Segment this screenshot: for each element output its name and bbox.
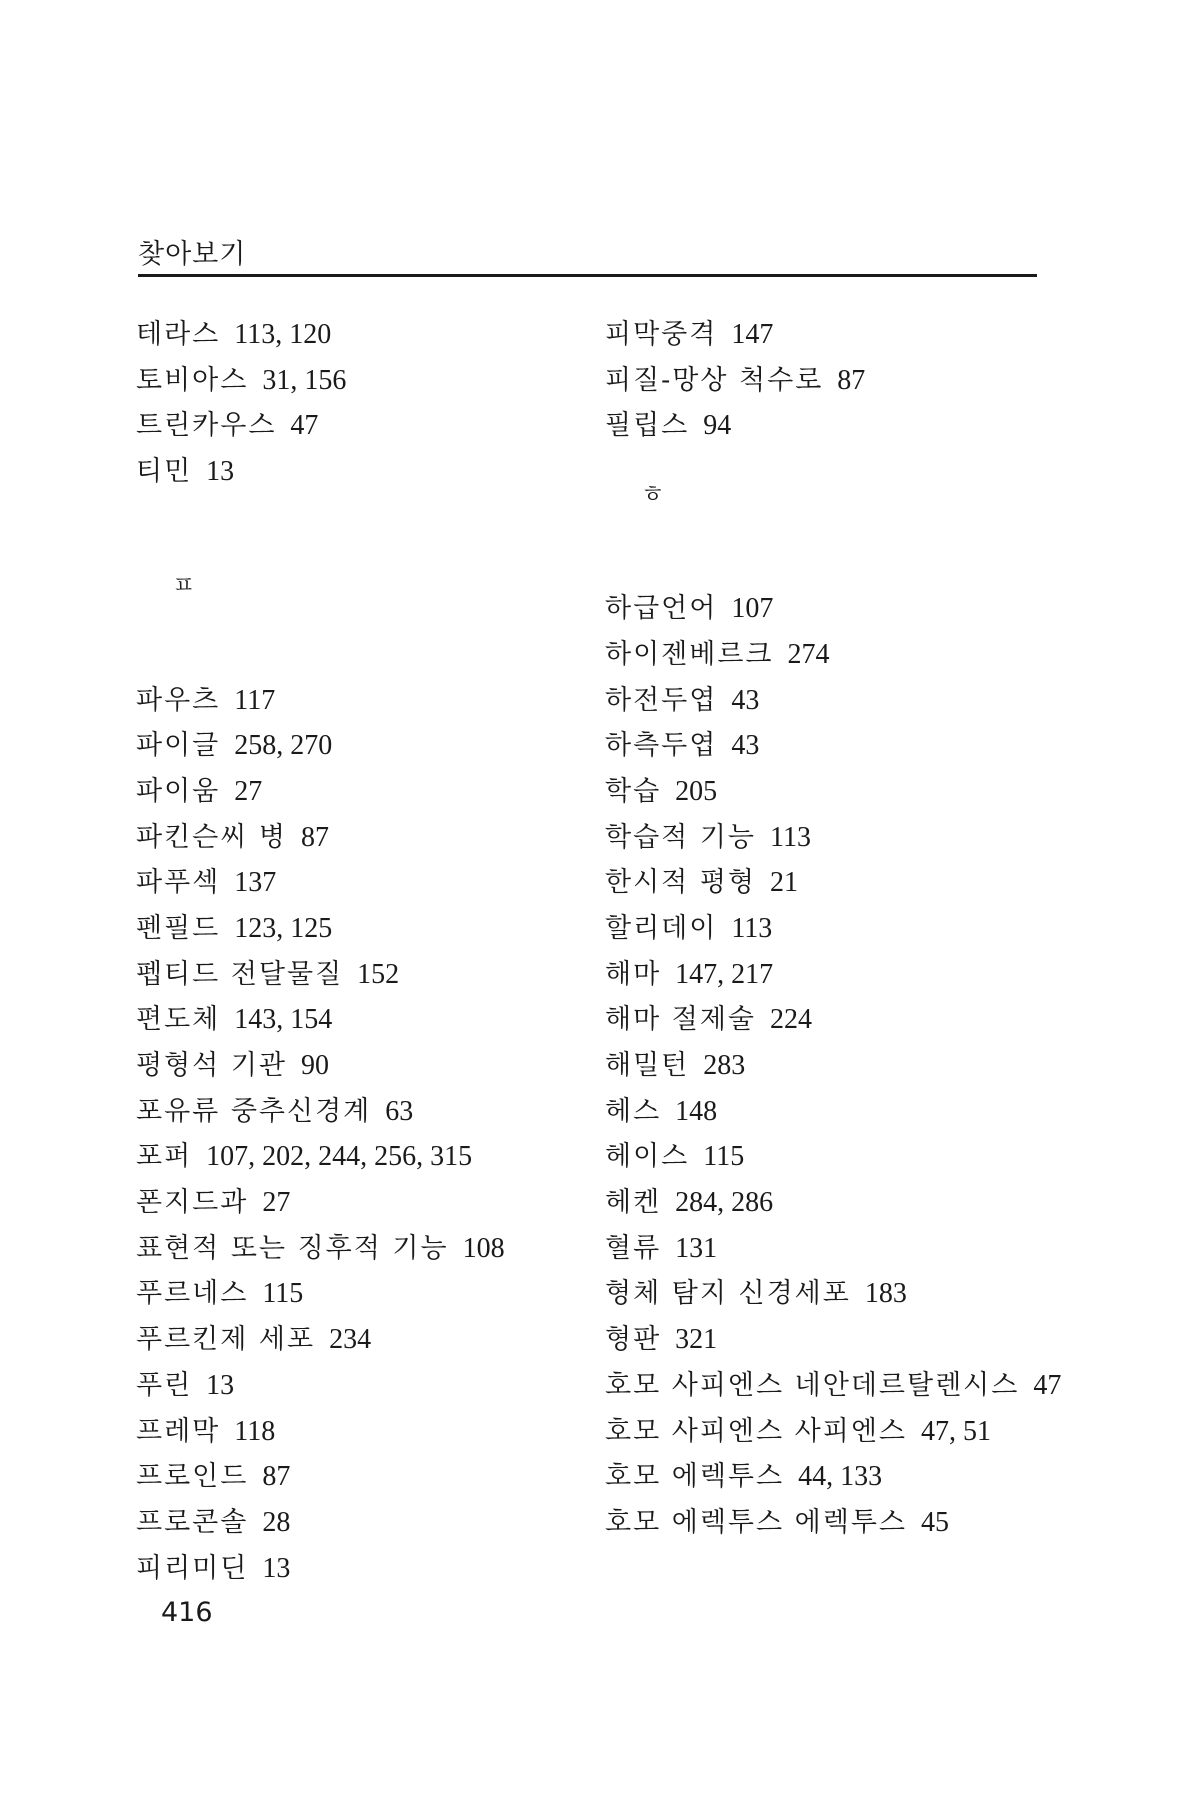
index-entry (136, 1134, 596, 1180)
index-pages: 152 (357, 958, 400, 990)
index-term: 프로인드 (136, 1461, 249, 1493)
header-rule (138, 274, 1037, 277)
index-entry (605, 1271, 1085, 1317)
index-pages: 31, 156 (262, 364, 347, 396)
index-pages: 107, 202, 244, 256, 315 (206, 1141, 473, 1173)
index-term: 포퍼 (136, 1141, 193, 1173)
index-term: 티민 (136, 456, 193, 488)
index-pages: 283 (703, 1050, 746, 1082)
index-term: 펩티드 전달물질 (136, 958, 344, 990)
index-pages: 43 (731, 684, 760, 716)
index-term: 펜필드 (136, 912, 221, 944)
index-pages: 47 (290, 410, 319, 442)
index-term: 학습적 기능 (605, 821, 756, 853)
index-entry (136, 1454, 596, 1500)
index-pages: 27 (234, 775, 263, 807)
index-pages: 47 (1033, 1369, 1062, 1401)
index-pages: 274 (787, 638, 830, 670)
page-number: 416 (161, 1597, 213, 1628)
index-term: 학습 (605, 775, 662, 807)
index-pages: 147 (731, 319, 774, 350)
index-pages: 45 (921, 1506, 949, 1538)
index-term: 파이움 (136, 775, 221, 807)
index-entry (136, 860, 596, 906)
index-entry (605, 312, 1085, 358)
index-entry (605, 815, 1085, 861)
index-pages: 117 (234, 684, 276, 716)
index-pages: 47, 51 (921, 1415, 991, 1447)
index-pages: 87 (837, 364, 866, 396)
index-entry (605, 997, 1085, 1043)
index-term: 해밀턴 (605, 1050, 690, 1082)
index-entry (605, 403, 1085, 449)
index-entry (605, 1043, 1085, 1089)
index-term: 파이글 (136, 730, 221, 762)
index-entry (136, 1089, 596, 1135)
index-pages: 115 (262, 1278, 304, 1310)
index-pages: 13 (262, 1552, 291, 1584)
index-pages: 90 (301, 1050, 329, 1082)
index-term: 푸린 (136, 1369, 193, 1401)
index-term: 피막중격 (605, 319, 718, 350)
index-entry (605, 1134, 1085, 1180)
index-pages: 123, 125 (234, 912, 333, 944)
index-term: 푸르네스 (136, 1278, 249, 1310)
index-pages: 143, 154 (234, 1004, 333, 1036)
index-entry (136, 723, 596, 769)
index-entry (136, 1500, 596, 1546)
index-pages: 21 (770, 867, 798, 899)
index-term: 해마 절제술 (605, 1004, 756, 1036)
index-term: 토비아스 (136, 364, 249, 396)
index-entry (605, 952, 1085, 998)
index-term: 형판 (605, 1324, 662, 1356)
index-entry (136, 403, 596, 449)
index-term: 프레막 (136, 1415, 221, 1447)
index-pages: 113 (770, 821, 811, 853)
index-entry (136, 1043, 596, 1089)
index-pages: 137 (234, 867, 277, 899)
index-term: 표현적 또는 징후적 기능 (136, 1232, 449, 1264)
index-term: 포유류 중추신경계 (136, 1095, 372, 1127)
index-pages: 234 (329, 1324, 372, 1356)
index-term: 편도체 (136, 1004, 221, 1036)
index-pages: 108 (462, 1232, 505, 1264)
index-pages: 284, 286 (675, 1187, 774, 1219)
index-entry (136, 358, 596, 404)
index-pages: 94 (703, 410, 732, 442)
index-term: 헤스 (605, 1095, 662, 1127)
index-term: 필립스 (605, 410, 690, 442)
index-term: 호모 사피엔스 사피엔스 (605, 1415, 907, 1447)
index-entry (136, 769, 596, 815)
spacer (605, 540, 1085, 586)
index-pages: 115 (703, 1141, 745, 1173)
index-pages: 147, 217 (675, 958, 774, 990)
index-pages: 183 (864, 1278, 907, 1310)
index-pages: 113, 120 (234, 319, 332, 350)
index-pages: 148 (675, 1095, 718, 1127)
index-entry (605, 358, 1085, 404)
index-entry (136, 312, 596, 358)
index-term: 헤이스 (605, 1141, 690, 1173)
index-entry (136, 815, 596, 861)
index-entry (605, 1180, 1085, 1226)
index-pages: 113 (731, 912, 773, 944)
spacer (136, 495, 596, 541)
index-pages: 118 (234, 1415, 276, 1447)
index-term: 호모 에렉투스 에렉투스 (605, 1506, 907, 1538)
index-column-left (136, 312, 596, 1591)
index-entry (605, 1454, 1085, 1500)
index-column-right (605, 312, 1085, 1546)
index-pages: 13 (206, 1369, 235, 1401)
index-entry (605, 906, 1085, 952)
index-pages: 13 (206, 456, 235, 488)
section-letter: ㅍ (172, 571, 196, 600)
index-term: 푸르킨제 세포 (136, 1324, 316, 1356)
index-entry (605, 723, 1085, 769)
index-term: 한시적 평형 (605, 867, 756, 899)
index-term: 해마 (605, 958, 662, 990)
index-entry (136, 678, 596, 724)
index-pages: 107 (731, 593, 774, 625)
index-entry (136, 1226, 596, 1272)
index-entry (136, 952, 596, 998)
index-pages: 205 (675, 775, 718, 807)
index-entry (136, 1546, 596, 1592)
index-pages: 224 (770, 1004, 812, 1036)
index-term: 하전두엽 (605, 684, 718, 716)
index-pages: 131 (675, 1232, 718, 1264)
index-entry (136, 1180, 596, 1226)
index-term: 혈류 (605, 1232, 662, 1264)
index-entry (136, 1409, 596, 1455)
index-term: 피질-망상 척수로 (605, 364, 824, 396)
index-entry (605, 1226, 1085, 1272)
index-entry (605, 586, 1085, 632)
index-entry (605, 1409, 1085, 1455)
index-term: 피리미딘 (136, 1552, 249, 1584)
index-entry (605, 1500, 1085, 1546)
index-term: 파킨슨씨 병 (136, 821, 287, 853)
index-term: 호모 에렉투스 (605, 1461, 785, 1493)
index-term: 호모 사피엔스 네안데르탈렌시스 (605, 1369, 1020, 1401)
spacer (136, 632, 596, 678)
index-pages: 44, 133 (798, 1461, 883, 1493)
index-pages: 87 (262, 1461, 291, 1493)
index-term: 프로콘솔 (136, 1506, 249, 1538)
index-entry (605, 632, 1085, 678)
page-header-title: 찾아보기 (138, 239, 247, 270)
index-term: 폰지드과 (136, 1187, 249, 1219)
index-pages: 28 (262, 1506, 291, 1538)
index-pages: 87 (301, 821, 329, 853)
index-term: 파푸섹 (136, 867, 221, 899)
index-term: 헤켄 (605, 1187, 662, 1219)
index-entry (605, 678, 1085, 724)
index-term: 평형석 기관 (136, 1050, 287, 1082)
index-entry (605, 860, 1085, 906)
index-term: 트린카우스 (136, 410, 277, 442)
index-entry (136, 1271, 596, 1317)
index-pages: 63 (385, 1095, 414, 1127)
index-term: 파우츠 (136, 684, 221, 716)
index-term: 테라스 (136, 319, 221, 350)
index-term: 하급언어 (605, 593, 718, 625)
index-pages: 27 (262, 1187, 291, 1219)
index-pages: 43 (731, 730, 760, 762)
index-term: 할리데이 (605, 912, 718, 944)
section-letter: ㅎ (641, 480, 665, 509)
index-term: 하측두엽 (605, 730, 718, 762)
index-pages: 321 (675, 1324, 718, 1356)
index-term: 형체 탐지 신경세포 (605, 1278, 851, 1310)
index-entry (605, 1089, 1085, 1135)
index-entry (136, 906, 596, 952)
index-pages: 258, 270 (234, 730, 333, 762)
index-entry (136, 997, 596, 1043)
index-entry (136, 449, 596, 495)
index-entry (605, 1317, 1085, 1363)
index-entry (605, 769, 1085, 815)
index-entry (136, 1317, 596, 1363)
index-term: 하이젠베르크 (605, 638, 774, 670)
index-entry (136, 1363, 596, 1409)
index-entry (605, 1363, 1085, 1409)
